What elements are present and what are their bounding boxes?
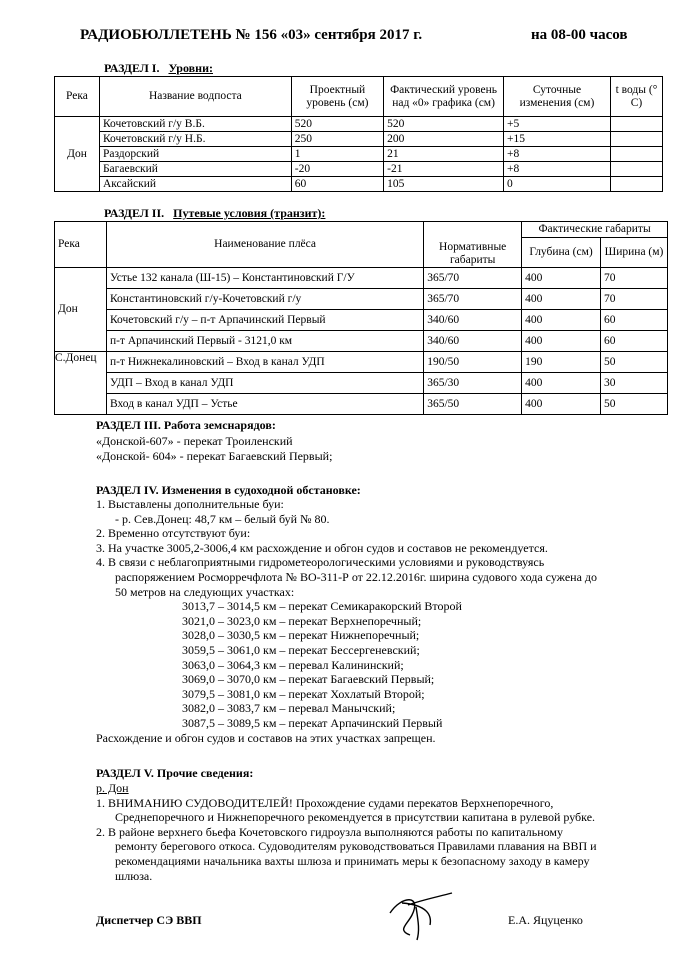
normative-cell: 340/60	[424, 331, 522, 352]
table-row	[55, 177, 663, 192]
segment-item: 3069,0 – 3070,0 км – перекат Багаевский Первый;	[182, 672, 435, 687]
depth-cell: 400	[522, 394, 601, 415]
table-row	[55, 268, 668, 289]
post-name-cell: Кочетовский г/у Н.Б.	[99, 132, 291, 147]
table-row	[55, 162, 663, 177]
section2-title	[104, 206, 325, 221]
section4-body	[96, 497, 597, 745]
levels-table	[54, 76, 663, 192]
list-item: «Донской- 604» - перекат Багаевский Первый;	[96, 448, 333, 463]
water-temp-cell	[610, 162, 662, 177]
section1-name: Уровни:	[168, 61, 213, 75]
width-cell: 50	[601, 394, 668, 415]
actual-level-cell: -21	[384, 162, 504, 177]
table-row	[55, 132, 663, 147]
design-level-cell: -20	[291, 162, 383, 177]
table-row	[55, 310, 668, 331]
actual-level-cell: 21	[384, 147, 504, 162]
reach-cell: Кочетовский г/у – п-т Арпачинский Первый	[106, 310, 423, 331]
design-level-cell: 250	[291, 132, 383, 147]
section2-number: РАЗДЕЛ II.	[104, 206, 165, 220]
post-name-cell: Раздорский	[99, 147, 291, 162]
depth-cell: 400	[522, 289, 601, 310]
section4-title: РАЗДЕЛ IV. Изменения в судоходной обстановке:	[96, 483, 361, 497]
design-level-cell: 1	[291, 147, 383, 162]
water-temp-cell	[610, 132, 662, 147]
normative-cell: 190/50	[424, 352, 522, 373]
width-cell: 60	[601, 310, 668, 331]
list-item: - р. Сев.Донец: 48,7 км – белый буй № 80.	[115, 511, 330, 526]
water-temp-cell	[610, 117, 662, 132]
list-item: Среднепоречного и Нижнепоречного рекомендуется в присутствии капитана в рулевой рубке.	[115, 810, 596, 825]
actual-level-cell: 200	[384, 132, 504, 147]
section5-title: РАЗДЕЛ V. Прочие сведения:	[96, 766, 254, 780]
river-cell: Дон	[55, 268, 107, 352]
normative-cell: 340/60	[424, 310, 522, 331]
col-post-name: Название водпоста	[99, 77, 291, 117]
transit-header-row	[55, 222, 668, 238]
table-row	[55, 289, 668, 310]
segment-item: 3082,0 – 3083,7 км – перевал Манычский;	[182, 701, 396, 716]
depth-cell: 400	[522, 268, 601, 289]
segment-item: 3063,0 – 3064,3 км – перевал Калининский;	[182, 657, 404, 672]
table-row	[55, 147, 663, 162]
list-item: 50 метров на следующих участках:	[115, 584, 295, 599]
segment-item: 3087,5 – 3089,5 км – перекат Арпачинский Первый	[182, 715, 443, 730]
list-item: 2. Временно отсутствуют буи:	[96, 526, 251, 541]
bulletin-title	[80, 27, 628, 44]
depth-cell: 400	[522, 331, 601, 352]
section1-title	[104, 61, 213, 76]
col-actual: Фактические габариты	[522, 222, 668, 238]
river-cell: С.Донец	[55, 352, 107, 415]
width-cell: 70	[601, 289, 668, 310]
section1-number: РАЗДЕЛ I.	[104, 61, 160, 75]
list-item: ремонту берегового откоса. Судоводителям руководствоваться Правилами плавания на ВВП и	[115, 839, 597, 854]
list-item: 3. На участке 3005,2-3006,4 км расхождение и обгон судов и составов не рекомендуется.	[96, 540, 548, 555]
dispatcher-name: Е.А. Яцуценко	[508, 913, 583, 927]
table-row	[55, 352, 668, 373]
col-river: Река	[55, 222, 107, 268]
actual-level-cell: 520	[384, 117, 504, 132]
daily-change-cell: 0	[504, 177, 611, 192]
bulletin-time: на 08-00 часов	[531, 27, 628, 43]
table-row	[55, 117, 663, 132]
transit-table	[54, 221, 668, 415]
signature-icon	[382, 885, 462, 945]
daily-change-cell: +15	[504, 132, 611, 147]
river-label: р. Дон	[96, 781, 129, 795]
reach-cell: УДП – Вход в канал УДП	[106, 373, 423, 394]
width-cell: 70	[601, 268, 668, 289]
list-item: 1. Выставлены дополнительные буи:	[96, 497, 284, 511]
daily-change-cell: +8	[504, 162, 611, 177]
dredgers-list	[96, 434, 332, 463]
segment-item: 3059,5 – 3061,0 км – перекат Бессергеневский;	[182, 642, 420, 657]
reach-cell: п-т Арпачинский Первый - 3121,0 км	[106, 331, 423, 352]
col-design-level: Проектный уровень (см)	[291, 77, 383, 117]
col-water-temp: t воды (° С)	[610, 77, 662, 117]
col-actual-level: Фактический уровень над «0» графика (см)	[384, 77, 504, 117]
list-item: 1. ВНИМАНИЮ СУДОВОДИТЕЛЕЙ! Прохождение судами перекатов Верхнепоречного,	[96, 795, 554, 810]
segment-item: 3013,7 – 3014,5 км – перекат Семикаракорский Второй	[182, 599, 462, 614]
daily-change-cell: +5	[504, 117, 611, 132]
segment-item: 3028,0 – 3030,5 км – перекат Нижнепоречный;	[182, 628, 420, 643]
table-row	[55, 373, 668, 394]
depth-cell: 400	[522, 310, 601, 331]
table-row	[55, 331, 668, 352]
col-depth: Глубина (см)	[522, 238, 601, 268]
post-name-cell: Багаевский	[99, 162, 291, 177]
water-temp-cell	[610, 147, 662, 162]
width-cell: 50	[601, 352, 668, 373]
daily-change-cell: +8	[504, 147, 611, 162]
list-item: распоряжением Росморречфлота № ВО-311-Р от 22.12.2016г. ширина судового хода сужена до	[115, 569, 597, 584]
river-cell: Дон	[55, 117, 100, 192]
bulletin-title-text: РАДИОБЮЛЛЕТЕНЬ № 156 «03» сентября 2017 г.	[80, 27, 423, 43]
depth-cell: 190	[522, 352, 601, 373]
segment-item: 3021,0 – 3023,0 км – перекат Верхнепоречный;	[182, 613, 422, 628]
list-item: Расхождение и обгон судов и составов на этих участках запрещен.	[96, 730, 436, 745]
water-temp-cell	[610, 177, 662, 192]
reach-cell: Вход в канал УДП – Устье	[106, 394, 423, 415]
dispatcher-title: Диспетчер СЭ ВВП	[96, 913, 202, 927]
col-river: Река	[55, 77, 100, 117]
list-item: шлюза.	[115, 868, 153, 883]
levels-header-row	[55, 77, 663, 117]
design-level-cell: 520	[291, 117, 383, 132]
normative-cell: 365/70	[424, 268, 522, 289]
list-item: «Донской-607» - перекат Троиленский	[96, 434, 293, 448]
post-name-cell: Кочетовский г/у В.Б.	[99, 117, 291, 132]
segment-item: 3079,5 – 3081,0 км – перекат Хохлатый Второй;	[182, 686, 425, 701]
reach-cell: п-т Нижнекалиновский – Вход в канал УДП	[106, 352, 423, 373]
width-cell: 60	[601, 331, 668, 352]
post-name-cell: Аксайский	[99, 177, 291, 192]
normative-cell: 365/50	[424, 394, 522, 415]
section3-title: РАЗДЕЛ III. Работа земснарядов:	[96, 418, 276, 432]
design-level-cell: 60	[291, 177, 383, 192]
section5-body	[96, 781, 597, 883]
col-daily-change: Суточные изменения (см)	[504, 77, 611, 117]
list-item: рекомендациями начальника вахты шлюза и принимать меры к безопасному заходу в камеру	[115, 853, 590, 868]
actual-level-cell: 105	[384, 177, 504, 192]
table-row	[55, 394, 668, 415]
width-cell: 30	[601, 373, 668, 394]
section2-name: Путевые условия (транзит):	[173, 206, 326, 220]
normative-cell: 365/30	[424, 373, 522, 394]
list-item: 4. В связи с неблагоприятными гидрометеорологическими условиями и руководствуясь	[96, 555, 545, 570]
col-width: Ширина (м)	[601, 238, 668, 268]
reach-cell: Устье 132 канала (Ш-15) – Константиновский Г/У	[106, 268, 423, 289]
depth-cell: 400	[522, 373, 601, 394]
col-reach: Наименование плёса	[106, 222, 423, 268]
col-normative: Нормативные габариты	[424, 222, 522, 268]
reach-cell: Константиновский г/у-Кочетовский г/у	[106, 289, 423, 310]
normative-cell: 365/70	[424, 289, 522, 310]
list-item: 2. В районе верхнего бьефа Кочетовского гидроузла выполняются работы по капитальному	[96, 824, 563, 839]
